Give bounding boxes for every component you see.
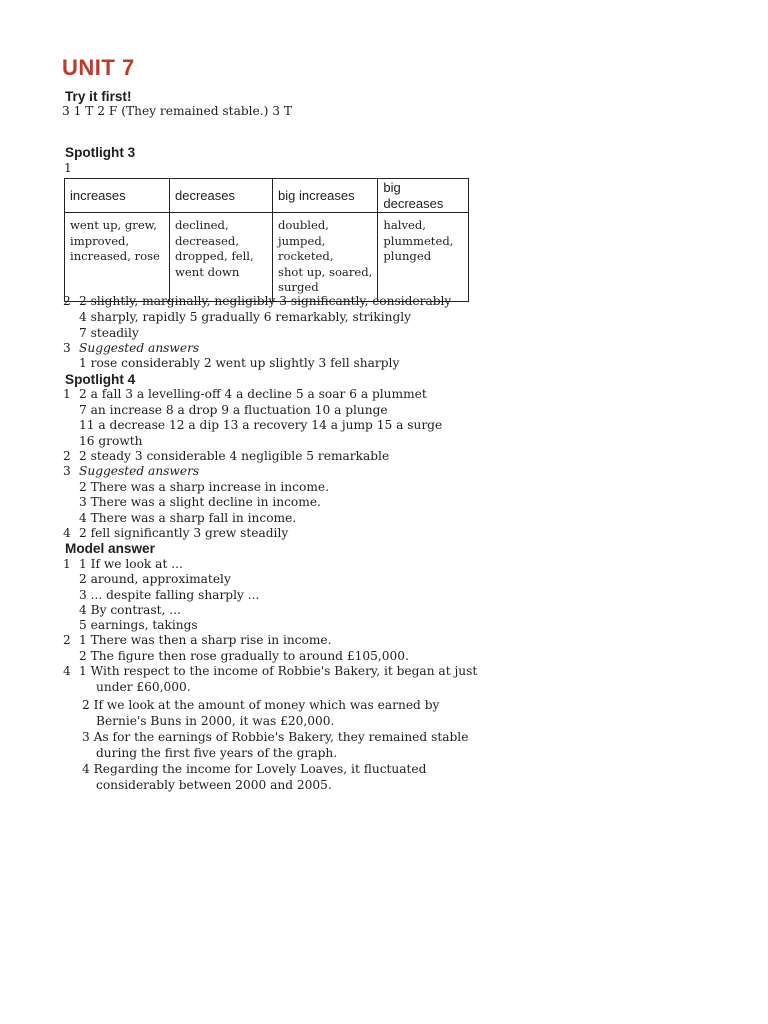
cell-line: shot up, soared,	[278, 264, 373, 279]
table-header-increases: increases	[65, 179, 170, 213]
try-it-first-answer: 3 1 T 2 F (They remained stable.) 3 T	[62, 104, 293, 118]
cell-line: plummeted,	[383, 233, 454, 248]
model-answer-q1	[63, 557, 183, 572]
answer-line: 2 slightly, marginally, negligibly 3 significantly, considerably	[79, 294, 452, 308]
question-number: 4	[63, 664, 71, 678]
spotlight-4-q4	[63, 526, 288, 541]
question-number: 3	[63, 464, 71, 478]
cell-line: plunged	[383, 249, 432, 263]
question-number: 1	[63, 387, 71, 401]
cell-line: increased, rose	[70, 249, 160, 263]
cell-line: surged	[278, 280, 319, 294]
answer-line: 1 If we look at ...	[79, 557, 183, 571]
answer-line: Bernie's Buns in 2000, it was £20,000.	[96, 714, 335, 728]
answer-line: 4 Regarding the income for Lovely Loaves, it fluctuated	[82, 762, 427, 776]
question-number: 4	[63, 526, 71, 540]
answer-line: 1 rose considerably 2 went up slightly 3 fell sharply	[79, 356, 400, 370]
table-header-big-increases: big increases	[273, 179, 378, 213]
answer-line: 2 There was a sharp increase in income.	[79, 480, 329, 494]
try-it-first-heading: Try it first!	[65, 89, 132, 104]
table-row	[65, 213, 469, 302]
spotlight-4-q2	[63, 449, 389, 464]
answer-line: 1 There was then a sharp rise in income.	[79, 633, 332, 647]
question-number: 2	[63, 294, 71, 308]
vocabulary-table	[64, 178, 469, 302]
answer-line: 11 a decrease 12 a dip 13 a recovery 14 a jump 15 a surge	[79, 418, 443, 432]
cell-line: rocketed,	[278, 249, 334, 263]
answer-line: 16 growth	[79, 434, 143, 448]
spotlight-3-q3	[63, 341, 199, 356]
answer-line: 7 an increase 8 a drop 9 a fluctuation 10 a plunge	[79, 403, 388, 417]
answer-line: 7 steadily	[79, 326, 139, 340]
cell-line: went down	[175, 264, 240, 279]
spotlight-4-q3	[63, 464, 199, 479]
answer-line: 3 ... despite falling sharply ...	[79, 588, 260, 602]
cell-line: jumped,	[278, 233, 326, 248]
model-answer-q2	[63, 633, 332, 648]
question-number: 1	[63, 557, 71, 571]
answer-line: 2 If we look at the amount of money which was earned by	[82, 698, 440, 712]
answer-line: under £60,000.	[96, 680, 191, 694]
answer-line: during the first five years of the graph.	[96, 746, 338, 760]
question-number: 2	[63, 633, 71, 647]
table-header-big-decreases: big decreases	[378, 179, 469, 213]
cell-line: improved,	[70, 233, 130, 248]
table-header-decreases: decreases	[170, 179, 273, 213]
spotlight-4-q1	[63, 387, 427, 402]
table-cell-big-increases	[273, 213, 378, 302]
answer-line: 2 fell significantly 3 grew steadily	[79, 526, 289, 540]
table-cell-big-decreases	[378, 213, 469, 302]
answer-line: 4 sharply, rapidly 5 gradually 6 remarkably, strikingly	[79, 310, 412, 324]
answer-line: 3 There was a slight decline in income.	[79, 495, 321, 509]
model-answer-q4	[63, 664, 477, 679]
model-answer-heading: Model answer	[65, 541, 155, 556]
spotlight-3-heading: Spotlight 3	[65, 145, 136, 160]
suggested-answers-label: Suggested answers	[79, 341, 200, 355]
answer-line: 1 With respect to the income of Robbie's Bakery, it began at just	[79, 664, 478, 678]
cell-line: halved,	[383, 218, 426, 232]
spotlight-3-item-number: 1	[64, 161, 72, 175]
cell-line: decreased,	[175, 233, 240, 248]
answer-line: 2 steady 3 considerable 4 negligible 5 remarkable	[79, 449, 390, 463]
unit-title: UNIT 7	[62, 55, 135, 80]
table-header-row	[65, 179, 469, 213]
answer-line: 2 around, approximately	[79, 572, 231, 586]
answer-line: 2 a fall 3 a levelling-off 4 a decline 5 a soar 6 a plummet	[79, 387, 427, 401]
spotlight-4-heading: Spotlight 4	[65, 372, 136, 387]
suggested-answers-label: Suggested answers	[79, 464, 200, 478]
cell-line: declined,	[175, 218, 229, 232]
table-cell-increases	[65, 213, 170, 302]
answer-line: 3 As for the earnings of Robbie's Bakery, they remained stable	[82, 730, 469, 744]
cell-line: doubled,	[278, 218, 329, 232]
answer-line: considerably between 2000 and 2005.	[96, 778, 332, 792]
spotlight-3-q2	[63, 294, 451, 309]
answer-line: 2 The figure then rose gradually to around £105,000.	[79, 649, 409, 663]
question-number: 3	[63, 341, 71, 355]
answer-line: 5 earnings, takings	[79, 618, 198, 632]
question-number: 2	[63, 449, 71, 463]
answer-line: 4 By contrast, ...	[79, 603, 181, 617]
table-cell-decreases	[170, 213, 273, 302]
cell-line: dropped, fell,	[175, 249, 254, 263]
answer-line: 4 There was a sharp fall in income.	[79, 511, 297, 525]
cell-line: went up, grew,	[70, 218, 157, 232]
